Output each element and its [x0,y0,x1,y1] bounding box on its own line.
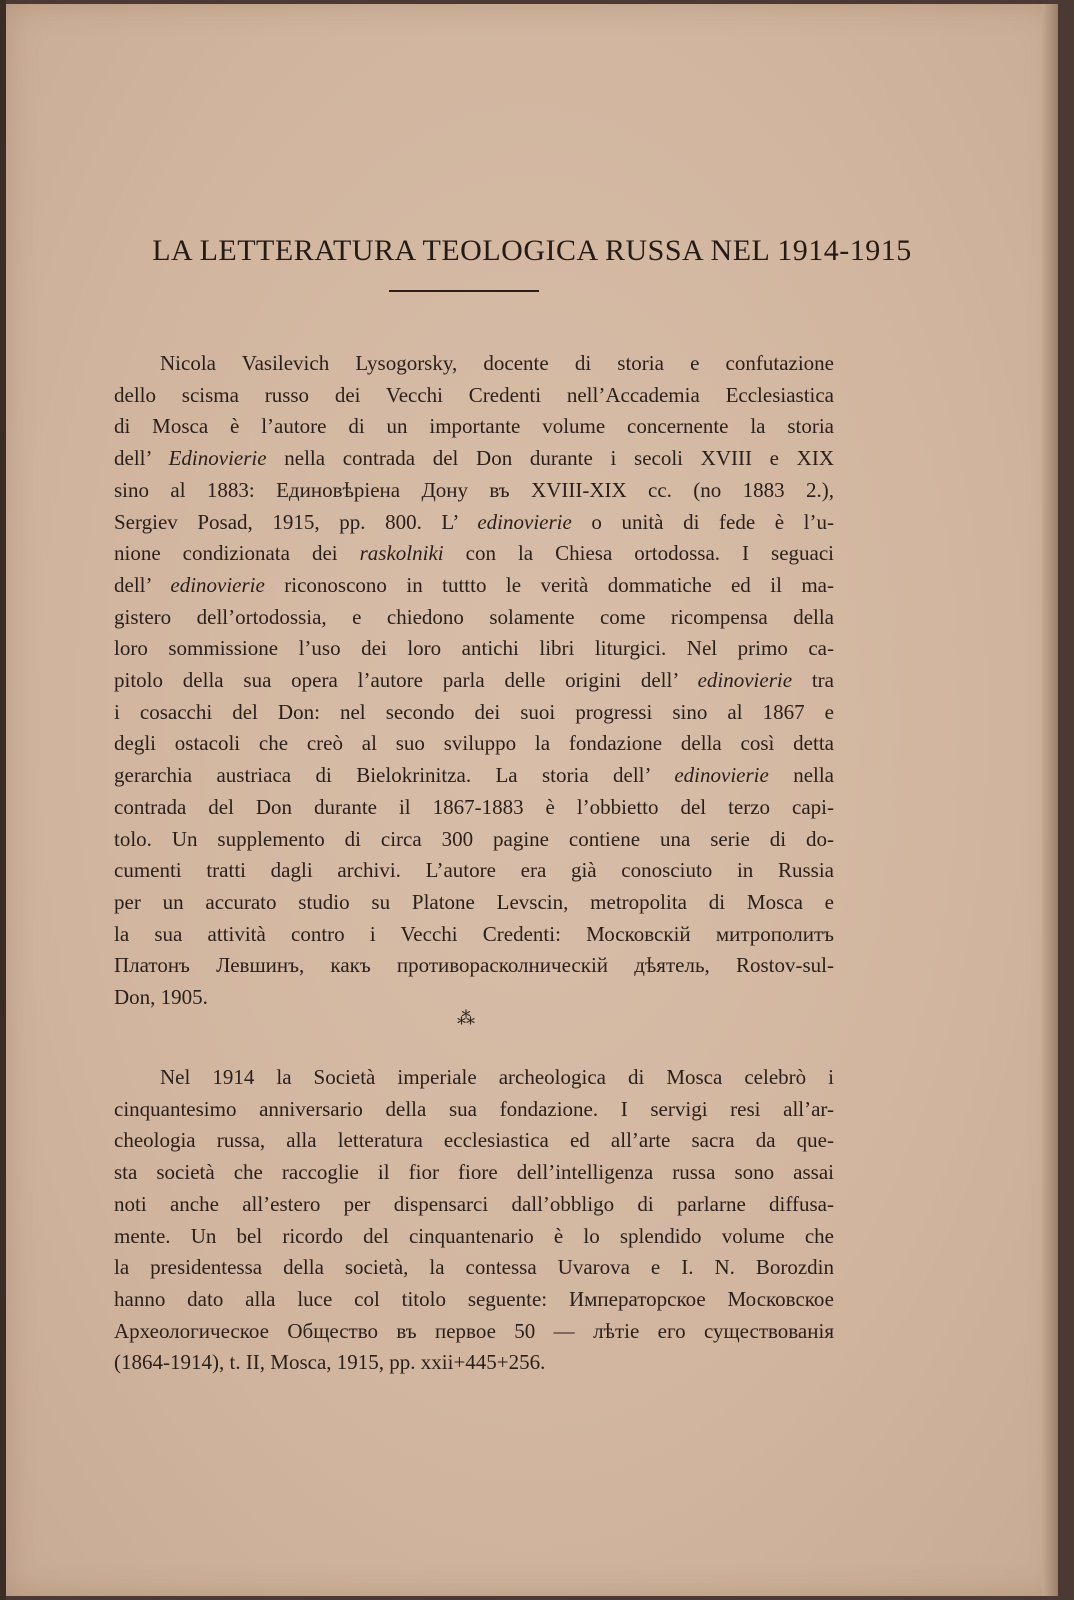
text-line [114,538,834,570]
text-run: riconoscono in tuttto le verità dommatiche ed il ma- [264,572,834,597]
italic-term: edinovierie [477,509,572,534]
text-run: tolo. Un supplemento di circa 300 pagine contiene una serie di do- [114,826,834,851]
italic-term: edinovierie [674,763,769,788]
italic-term: edinovierie [170,572,265,597]
text-line [114,570,834,602]
text-line [114,824,834,856]
text-run: Nel 1914 la Società imperiale archeologica di Mosca celebrò i [160,1065,834,1089]
text-line [114,380,834,412]
section-asterism: ⁂ [457,1008,475,1029]
italic-term: raskolniki [359,541,444,566]
text-run: per un accurato studio su Platone Levscin, metropolita di Mosca e [114,889,834,914]
text-run: Don, 1905. [114,985,208,1010]
text-line [114,507,834,539]
text-run: o unità di fede è l’u- [571,509,834,534]
text-run: Sergiev Posad, 1915, pp. 800. L’ [114,509,478,534]
text-run: mente. Un bel ricordo del cinquantenario è lo splendido volume che [114,1223,834,1248]
text-line [114,443,834,475]
text-line [114,697,834,729]
paragraph-1 [114,348,834,1014]
text-line [114,1347,834,1379]
text-run: hanno dato alla luce col titolo seguente: Императорское Московское [114,1286,834,1311]
text-line [114,1189,834,1221]
text-run: dell’ [114,446,169,471]
text-line [114,1125,834,1157]
text-line [114,1157,834,1189]
text-line [114,411,834,443]
text-line [114,887,834,919]
text-line [114,855,834,887]
italic-term: edinovierie [697,668,793,693]
text-run: pitolo della sua opera l’autore parla delle origini dell’ [114,668,698,693]
italic-term: Edinovierie [168,446,267,471]
article-title: LA LETTERATURA TEOLOGICA RUSSA NEL 1914-1915 [152,234,912,267]
text-run: dello scisma russo dei Vecchi Credenti nell’Accademia Ecclesiastica [114,382,834,407]
text-run: sino al 1883: Единовѣріена Дону въ XVIII-XIX cc. (no 1883 2.), [114,477,834,502]
text-run: dell’ [114,572,171,597]
text-run: loro sommissione l’uso dei loro antichi libri liturgici. Nel primo ca- [114,636,834,661]
text-line [114,1284,834,1316]
title-rule [389,290,539,292]
text-run: (1864-1914), t. II, Mosca, 1915, pp. xxii+445+256. [114,1350,546,1375]
text-line [114,950,834,982]
paragraph-2 [114,1062,834,1379]
text-line [114,919,834,951]
text-run: nella contrada del Don durante i secoli XVIII e XIX [266,446,834,471]
text-line [114,348,834,380]
text-run: gerarchia austriaca di Bielokrinitza. La storia dell’ [114,763,675,788]
text-line [114,1316,834,1348]
text-run: degli ostacoli che creò al suo sviluppo la fondazione della così detta [114,731,834,756]
text-run: la presidentessa della società, la contessa Uvarova e I. N. Borozdin [114,1255,834,1280]
text-line [114,665,834,697]
text-run: i cosacchi del Don: nel secondo dei suoi progressi sino al 1867 e [114,699,834,724]
text-run: cinquantesimo anniversario della sua fondazione. I servigi resi all’ar- [114,1096,834,1121]
text-run: nione condizionata dei [114,541,360,566]
text-run: di Mosca è l’autore di un importante volume concernente la storia [114,414,834,439]
text-run: Археологическое Общество въ первое 50 — лѣтіе его существованія [114,1318,834,1343]
text-line [114,1221,834,1253]
text-line [114,633,834,665]
text-line [114,1252,834,1284]
text-run: noti anche all’estero per dispensarci dall’obbligo di parlarne diffusa- [114,1191,834,1216]
text-run: cheologia russa, alla letteratura ecclesiastica ed all’arte sacra da que- [114,1128,834,1153]
text-line [114,1094,834,1126]
text-line [114,728,834,760]
text-line [114,760,834,792]
text-run: la sua attività contro i Vecchi Credenti: Московскій митрополитъ [114,921,834,946]
text-line [114,602,834,634]
page-edge [1042,4,1058,1596]
text-line [114,1062,834,1094]
text-line [114,792,834,824]
text-run: Nicola Vasilevich Lysogorsky, docente di storia e confutazione [160,351,834,375]
text-run: tra [792,668,834,693]
text-run: sta società che raccoglie il fior fiore dell’intelligenza russa sono assai [114,1160,834,1185]
book-page [6,4,1058,1596]
text-run: Платонъ Левшинъ, какъ противорасколническій дѣятель, Rostov-sul- [114,953,834,978]
text-run: con la Chiesa ortodossa. I seguaci [443,541,834,566]
text-run: nella [768,763,835,788]
text-line [114,475,834,507]
text-run: contrada del Don durante il 1867-1883 è l’obbietto del terzo capi- [114,794,834,819]
text-run: cumenti tratti dagli archivi. L’autore era già conosciuto in Russia [114,858,834,883]
text-run: gistero dell’ortodossia, e chiedono solamente come ricompensa della [114,604,834,629]
